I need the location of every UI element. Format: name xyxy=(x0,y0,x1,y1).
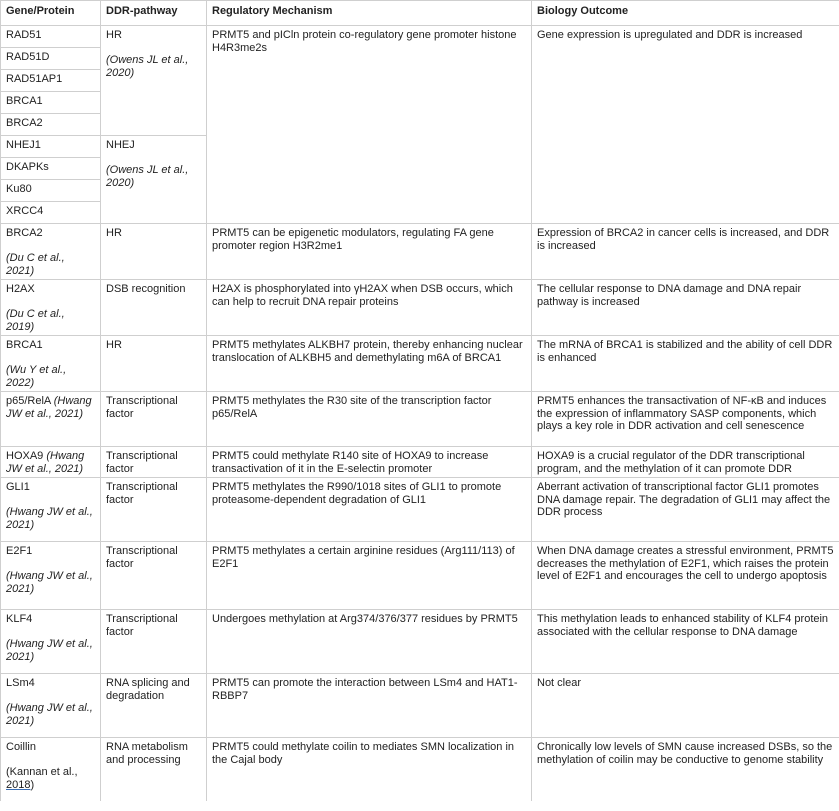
gene-citation: (Hwang JW et al., 2021) xyxy=(6,638,93,663)
table-row xyxy=(1,478,839,542)
gene-cell: Ku80 xyxy=(1,180,101,202)
citation-year-link[interactable]: 2018 xyxy=(6,778,31,791)
gene-name: E2F1 xyxy=(6,545,33,557)
outcome-cell: This methylation leads to enhanced stability of KLF4 protein associated with the cellular response to DNA damage xyxy=(532,610,839,674)
mechanism-cell: PRMT5 can be epigenetic modulators, regulating FA gene promoter region H3R2me1 xyxy=(207,224,532,280)
gene-cell xyxy=(1,542,101,610)
table-row xyxy=(1,280,839,336)
mechanism-cell: PRMT5 could methylate coilin to mediates SMN localization in the Cajal body xyxy=(207,738,532,802)
gene-citation: (Du C et al., 2019) xyxy=(6,308,65,333)
pathway-cell: Transcriptional factor xyxy=(101,542,207,610)
outcome-cell: Gene expression is upregulated and DDR is increased xyxy=(532,26,839,224)
table-row xyxy=(1,447,839,478)
mechanism-cell: Undergoes methylation at Arg374/376/377 residues by PRMT5 xyxy=(207,610,532,674)
outcome-cell: Aberrant activation of transcriptional factor GLI1 promotes DNA damage repair. The degradation of GLI1 may affect the DDR process xyxy=(532,478,839,542)
citation-text: (Kannan et al., xyxy=(6,766,78,778)
pathway-cell: Transcriptional factor xyxy=(101,447,207,478)
gene-cell xyxy=(1,674,101,738)
citation-close: ) xyxy=(30,778,35,791)
gene-name: HOXA9 xyxy=(6,450,44,462)
gene-name: LSm4 xyxy=(6,677,35,689)
pathway-citation: (Owens JL et al., 2020) xyxy=(106,54,189,79)
gene-cell: NHEJ1 xyxy=(1,136,101,158)
gene-citation: (Hwang JW et al., 2021) xyxy=(6,570,93,595)
gene-cell: RAD51 xyxy=(1,26,101,48)
table-header-row xyxy=(1,1,839,26)
pathway-cell: DSB recognition xyxy=(101,280,207,336)
outcome-cell: When DNA damage creates a stressful environment, PRMT5 decreases the methylation of E2F1, which raises the protein level of E2F1 and encourages the cell to undergo apoptosis xyxy=(532,542,839,610)
gene-cell: DKAPKs xyxy=(1,158,101,180)
outcome-cell: Chronically low levels of SMN cause increased DSBs, so the methylation of coilin may be conductive to genome stability xyxy=(532,738,839,802)
outcome-cell: The mRNA of BRCA1 is stabilized and the ability of cell DDR is enhanced xyxy=(532,336,839,392)
gene-cell: RAD51AP1 xyxy=(1,70,101,92)
gene-name: p65/RelA xyxy=(6,395,51,407)
gene-citation: (Hwang JW et al., 2021) xyxy=(6,702,93,727)
gene-cell xyxy=(1,478,101,542)
pathway-cell: RNA metabolism and processing xyxy=(101,738,207,802)
pathway-text: NHEJ xyxy=(106,139,135,151)
gene-name: GLI1 xyxy=(6,481,30,493)
mechanism-cell: PRMT5 and pICln protein co-regulatory gene promoter histone H4R3me2s xyxy=(207,26,532,224)
gene-name: BRCA1 xyxy=(6,339,43,351)
gene-cell xyxy=(1,336,101,392)
header-outcome: Biology Outcome xyxy=(532,1,839,26)
pathway-cell xyxy=(101,26,207,136)
table-row xyxy=(1,542,839,610)
outcome-cell: The cellular response to DNA damage and DNA repair pathway is increased xyxy=(532,280,839,336)
table-row xyxy=(1,392,839,447)
outcome-cell: Expression of BRCA2 in cancer cells is increased, and DDR is increased xyxy=(532,224,839,280)
gene-citation xyxy=(6,766,78,791)
gene-cell: XRCC4 xyxy=(1,202,101,224)
gene-citation: (Wu Y et al., 2022) xyxy=(6,364,67,389)
header-pathway: DDR-pathway xyxy=(101,1,207,26)
pathway-cell xyxy=(101,136,207,224)
gene-cell xyxy=(1,447,101,478)
mechanism-cell: PRMT5 can promote the interaction between LSm4 and HAT1-RBBP7 xyxy=(207,674,532,738)
gene-cell xyxy=(1,280,101,336)
gene-cell xyxy=(1,392,101,447)
mechanism-cell: PRMT5 methylates the R30 site of the transcription factor p65/RelA xyxy=(207,392,532,447)
pathway-cell: Transcriptional factor xyxy=(101,392,207,447)
gene-cell: RAD51D xyxy=(1,48,101,70)
gene-citation: (Hwang JW et al., 2021) xyxy=(6,506,93,531)
gene-cell xyxy=(1,224,101,280)
table-row xyxy=(1,738,839,802)
mechanism-cell: PRMT5 methylates ALKBH7 protein, thereby enhancing nuclear translocation of ALKBH5 and demethylating m6A of BRCA1 xyxy=(207,336,532,392)
gene-name: H2AX xyxy=(6,283,35,295)
gene-name: BRCA2 xyxy=(6,227,43,239)
gene-citation: (Hwang JW et al., 2021) xyxy=(6,395,92,420)
mechanism-cell: PRMT5 methylates the R990/1018 sites of GLI1 to promote proteasome-dependent degradation of GLI1 xyxy=(207,478,532,542)
outcome-cell: HOXA9 is a crucial regulator of the DDR transcriptional program, and the methylation of it can promote DDR xyxy=(532,447,839,478)
gene-citation: (Du C et al., 2021) xyxy=(6,252,65,277)
gene-cell xyxy=(1,610,101,674)
pathway-citation: (Owens JL et al., 2020) xyxy=(106,164,189,189)
mechanism-cell: H2AX is phosphorylated into γH2AX when DSB occurs, which can help to recruit DNA repair proteins xyxy=(207,280,532,336)
pathway-cell: HR xyxy=(101,224,207,280)
gene-cell xyxy=(1,738,101,802)
table-row xyxy=(1,224,839,280)
outcome-cell: PRMT5 enhances the transactivation of NF-κB and induces the expression of inflammatory SASP components, which plays a key role in DDR activation and cell senescence xyxy=(532,392,839,447)
table-row xyxy=(1,610,839,674)
gene-citation: (Hwang JW et al., 2021) xyxy=(6,450,85,475)
pathway-text: HR xyxy=(106,29,122,41)
table-row xyxy=(1,336,839,392)
header-mechanism: Regulatory Mechanism xyxy=(207,1,532,26)
pathway-cell: HR xyxy=(101,336,207,392)
mechanism-cell: PRMT5 could methylate R140 site of HOXA9 to increase transactivation of it in the E-selectin promoter xyxy=(207,447,532,478)
pathway-cell: RNA splicing and degradation xyxy=(101,674,207,738)
gene-name: KLF4 xyxy=(6,613,33,625)
table-row xyxy=(1,674,839,738)
table-row xyxy=(1,26,839,48)
pathway-cell: Transcriptional factor xyxy=(101,610,207,674)
outcome-cell: Not clear xyxy=(532,674,839,738)
gene-cell: BRCA1 xyxy=(1,92,101,114)
mechanism-cell: PRMT5 methylates a certain arginine residues (Arg111/113) of E2F1 xyxy=(207,542,532,610)
pathway-cell: Transcriptional factor xyxy=(101,478,207,542)
header-gene: Gene/Protein xyxy=(1,1,101,26)
gene-name: Coillin xyxy=(6,741,36,753)
gene-cell: BRCA2 xyxy=(1,114,101,136)
